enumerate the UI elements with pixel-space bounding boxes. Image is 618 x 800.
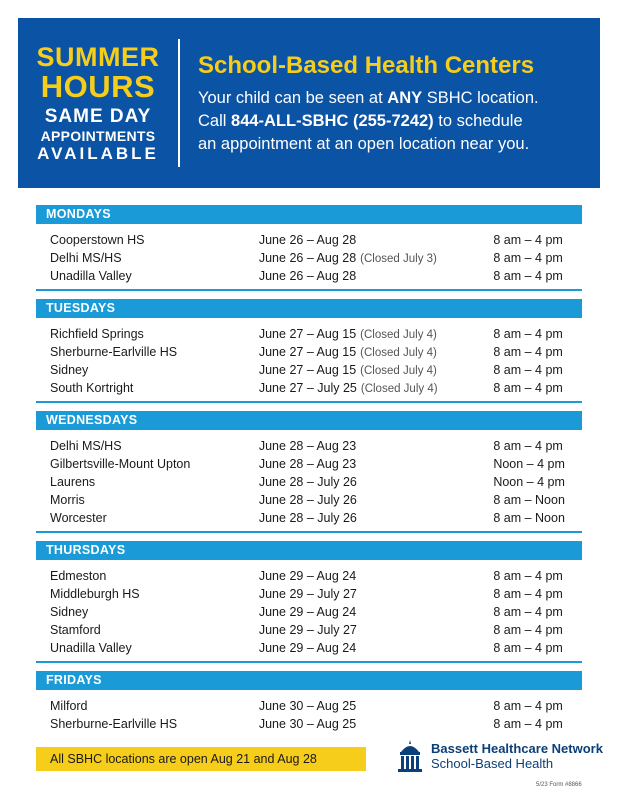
location-cell: Cooperstown HS <box>50 233 145 247</box>
date-range: June 27 – Aug 15 <box>258 327 357 341</box>
header-banner <box>18 18 600 188</box>
location-cell: Delhi MS/HS <box>50 439 122 453</box>
hours-cell: 8 am – 4 pm <box>493 233 563 247</box>
banner-line-2 <box>198 110 539 133</box>
table-row <box>36 567 582 585</box>
hours-cell: 8 am – 4 pm <box>493 587 563 601</box>
location-cell: Laurens <box>50 475 96 489</box>
date-range: June 30 – Aug 25 <box>258 717 357 731</box>
dates-cell <box>259 567 493 585</box>
date-range: June 27 – July 25 <box>258 381 357 395</box>
dates-cell <box>259 509 493 527</box>
date-range: June 30 – Aug 25 <box>258 699 357 713</box>
date-range: June 29 – July 27 <box>258 587 357 601</box>
location-cell: Gilbertsville-Mount Upton <box>50 457 191 471</box>
closure-note: (Closed July 3) <box>360 253 437 265</box>
location-cell: Sidney <box>50 605 89 619</box>
location-cell: Middleburgh HS <box>50 587 140 601</box>
dates-cell <box>259 379 493 397</box>
hours-cell: 8 am – 4 pm <box>493 569 563 583</box>
hours-cell: 8 am – 4 pm <box>493 269 563 283</box>
summer-label: SUMMER <box>36 41 160 72</box>
location-cell: Sherburne-Earlville HS <box>50 345 178 359</box>
dates-cell <box>259 603 493 621</box>
table-row <box>36 697 582 715</box>
location-cell: South Kortright <box>50 381 134 395</box>
closure-note: (Closed July 4) <box>360 383 438 395</box>
day-header: MONDAYS <box>36 205 582 224</box>
location-cell: Sherburne-Earlville HS <box>50 717 178 731</box>
date-range: June 29 – Aug 24 <box>258 641 357 655</box>
dates-cell <box>259 491 493 509</box>
table-row <box>36 437 582 455</box>
page-title: School-Based Health Centers <box>198 51 535 79</box>
date-range: June 26 – Aug 28 <box>258 233 357 247</box>
dates-cell <box>259 325 493 343</box>
table-row <box>36 249 582 267</box>
table-row <box>36 343 582 361</box>
phone-number: 844-ALL-SBHC (255-7242) <box>231 111 434 130</box>
dates-cell <box>259 267 493 285</box>
line2-pre: Call <box>198 111 232 130</box>
location-cell: Richfield Springs <box>50 327 144 341</box>
date-range: June 29 – Aug 24 <box>258 569 357 583</box>
location-cell: Unadilla Valley <box>50 269 132 283</box>
location-cell: Stamford <box>50 623 101 637</box>
closure-note: (Closed July 4) <box>360 329 437 341</box>
date-range: June 28 – July 26 <box>258 511 357 525</box>
dates-cell <box>259 455 493 473</box>
banner-line-3: an appointment at an open location near you. <box>198 134 530 153</box>
day-header: WEDNESDAYS <box>36 411 582 430</box>
location-cell: Worcester <box>50 511 107 525</box>
dates-cell <box>259 621 493 639</box>
same-day-label: SAME DAY <box>44 105 152 127</box>
hours-cell: 8 am – 4 pm <box>493 641 563 655</box>
available-label: AVAILABLE <box>37 143 159 163</box>
hours-cell: 8 am – 4 pm <box>493 345 563 359</box>
table-row <box>36 379 582 397</box>
date-range: June 26 – Aug 28 <box>258 251 357 265</box>
dates-cell <box>259 343 493 361</box>
hours-cell: 8 am – 4 pm <box>493 381 563 395</box>
closure-note: (Closed July 4) <box>360 347 437 359</box>
day-group-fridays <box>36 671 582 733</box>
line2-post: to schedule <box>433 111 523 130</box>
location-cell: Edmeston <box>50 569 107 583</box>
date-range: June 28 – July 26 <box>258 493 357 507</box>
dates-cell <box>259 361 493 379</box>
dates-cell <box>259 639 493 657</box>
hours-label: HOURS <box>40 68 156 104</box>
date-range: June 29 – July 27 <box>258 623 357 637</box>
group-divider <box>36 285 582 291</box>
dates-cell <box>259 231 493 249</box>
table-row <box>36 603 582 621</box>
dates-cell <box>259 715 493 733</box>
group-divider <box>36 657 582 663</box>
date-range: June 28 – Aug 23 <box>258 439 357 453</box>
group-divider <box>36 527 582 533</box>
day-group-thursdays <box>36 541 582 663</box>
hours-cell: 8 am – 4 pm <box>493 363 563 377</box>
hours-cell: Noon – 4 pm <box>493 475 565 489</box>
table-row <box>36 267 582 285</box>
dates-cell <box>259 697 493 715</box>
hours-cell: 8 am – 4 pm <box>493 327 563 341</box>
day-header: THURSDAYS <box>36 541 582 560</box>
date-range: June 29 – Aug 24 <box>258 605 357 619</box>
line1-post: SBHC location. <box>422 88 539 107</box>
logo-program-name: School-Based Health <box>431 756 554 771</box>
schedule-table <box>36 205 582 741</box>
table-row <box>36 715 582 733</box>
appointments-label: APPOINTMENTS <box>40 127 156 144</box>
hours-cell: 8 am – Noon <box>493 511 565 525</box>
hours-cell: Noon – 4 pm <box>493 457 565 471</box>
location-cell: Morris <box>50 493 85 507</box>
hours-cell: 8 am – 4 pm <box>493 251 563 265</box>
table-row <box>36 325 582 343</box>
location-cell: Unadilla Valley <box>50 641 132 655</box>
bassett-logo <box>395 738 603 774</box>
hours-cell: 8 am – Noon <box>493 493 565 507</box>
hours-cell: 8 am – 4 pm <box>493 605 563 619</box>
dates-cell <box>259 437 493 455</box>
footer-notice: All SBHC locations are open Aug 21 and Aug 28 <box>36 747 366 771</box>
banner-info <box>180 51 539 156</box>
date-range: June 26 – Aug 28 <box>258 269 357 283</box>
table-row <box>36 473 582 491</box>
line1-pre: Your child can be seen at <box>198 88 388 107</box>
form-number: 5/23 Form #8866 <box>536 782 582 788</box>
logo-network-name: Bassett Healthcare Network <box>431 741 603 756</box>
table-row <box>36 231 582 249</box>
group-divider <box>36 397 582 403</box>
line1-bold: ANY <box>387 88 423 107</box>
date-range: June 28 – Aug 23 <box>258 457 357 471</box>
table-row <box>36 361 582 379</box>
building-dome-icon <box>395 738 425 774</box>
logo-text <box>431 741 603 771</box>
day-header: TUESDAYS <box>36 299 582 318</box>
hours-cell: 8 am – 4 pm <box>493 699 563 713</box>
location-cell: Milford <box>50 699 88 713</box>
dates-cell <box>259 585 493 603</box>
table-row <box>36 455 582 473</box>
table-row <box>36 509 582 527</box>
day-group-mondays <box>36 205 582 291</box>
table-row <box>36 585 582 603</box>
dates-cell <box>259 249 493 267</box>
date-range: June 28 – July 26 <box>258 475 357 489</box>
hours-cell: 8 am – 4 pm <box>493 717 563 731</box>
hours-cell: 8 am – 4 pm <box>493 439 563 453</box>
banner-line-1 <box>198 87 539 110</box>
location-cell: Delhi MS/HS <box>50 251 122 265</box>
closure-note: (Closed July 4) <box>360 365 437 377</box>
table-row <box>36 639 582 657</box>
hours-cell: 8 am – 4 pm <box>493 623 563 637</box>
day-group-wednesdays <box>36 411 582 533</box>
day-header: FRIDAYS <box>36 671 582 690</box>
summer-hours-block <box>18 39 180 167</box>
table-row <box>36 491 582 509</box>
dates-cell <box>259 473 493 491</box>
date-range: June 27 – Aug 15 <box>258 345 357 359</box>
location-cell: Sidney <box>50 363 89 377</box>
date-range: June 27 – Aug 15 <box>258 363 357 377</box>
table-row <box>36 621 582 639</box>
day-group-tuesdays <box>36 299 582 403</box>
